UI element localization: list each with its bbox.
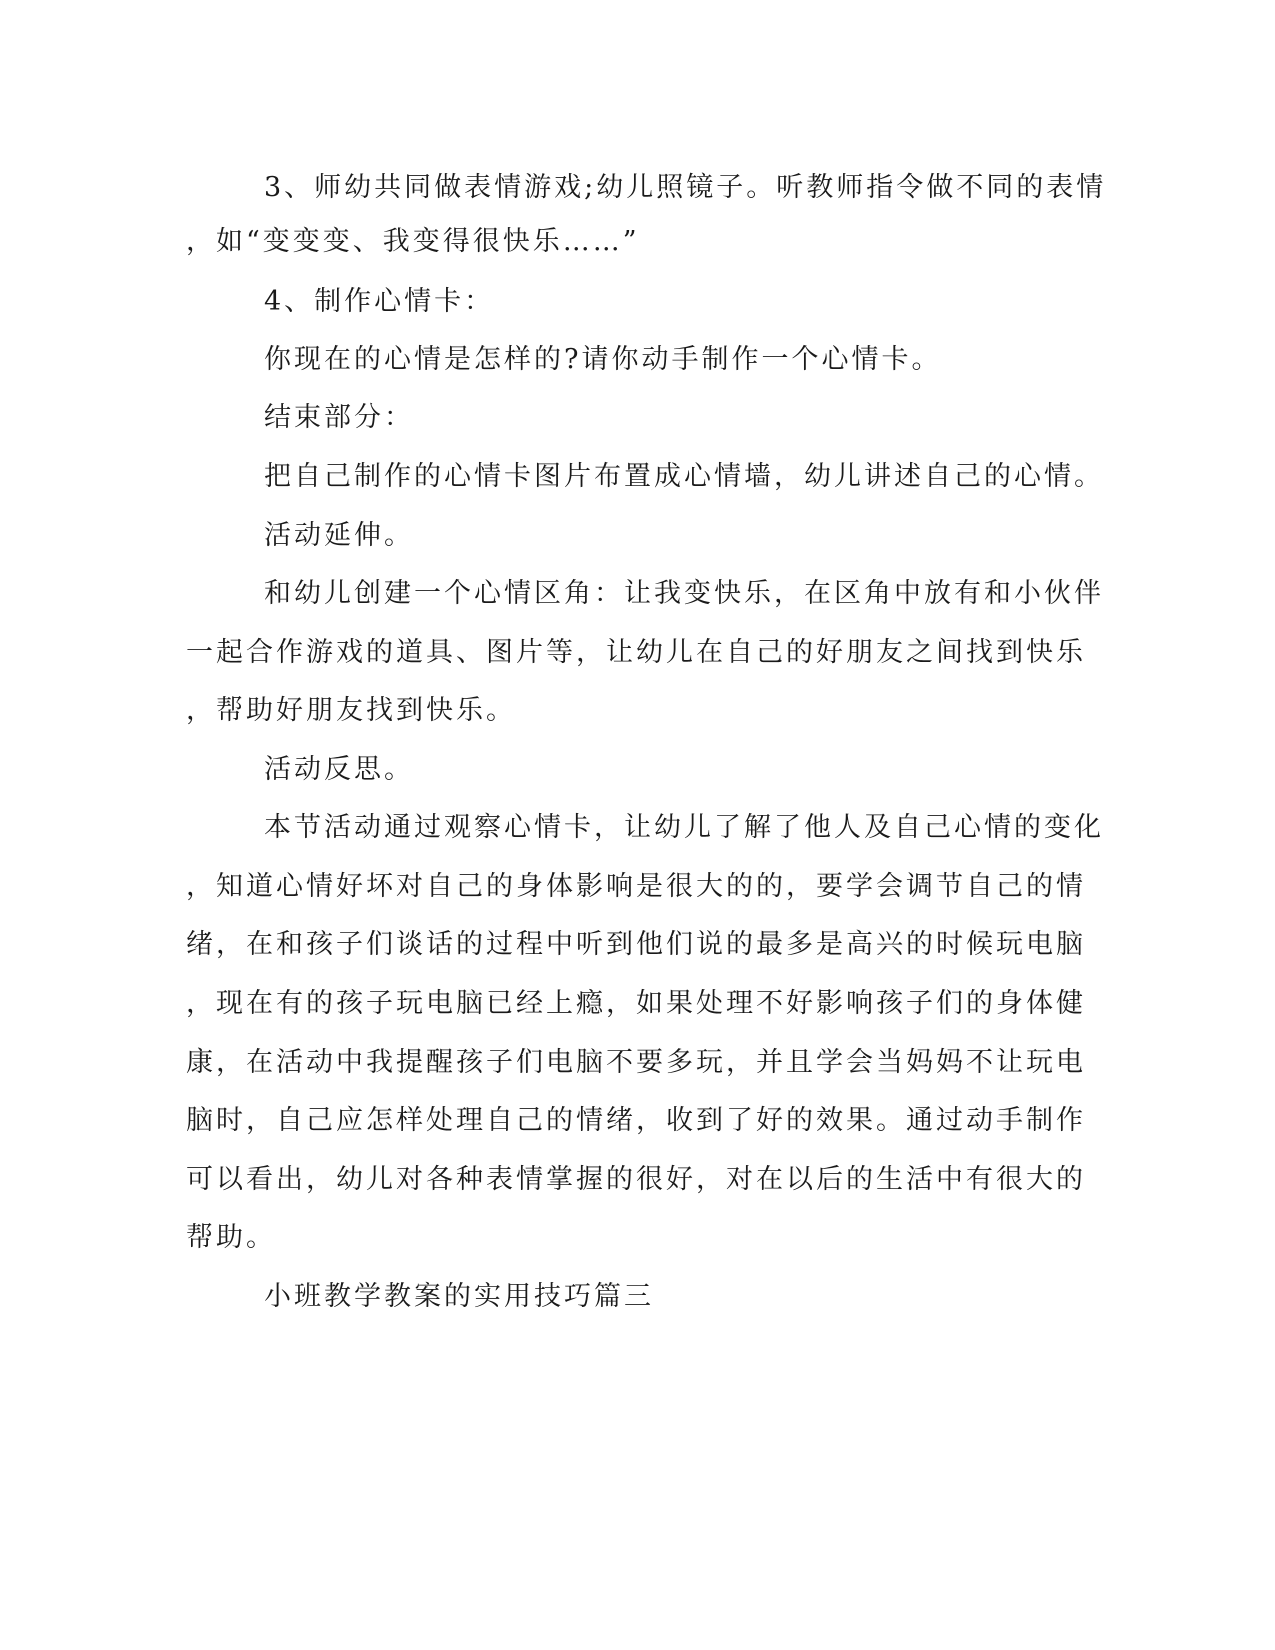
section-heading: 活动反思。 xyxy=(264,754,414,785)
paragraph-line: 你现在的心情是怎样的?请你动手制作一个心情卡。 xyxy=(264,344,942,375)
section-heading: 结束部分： xyxy=(264,402,414,433)
section-heading: 活动延伸。 xyxy=(264,520,414,551)
paragraph-line: 康，在活动中我提醒孩子们电脑不要多玩，并且学会当妈妈不让玩电 xyxy=(186,1047,1086,1078)
paragraph-line: 3、师幼共同做表情游戏;幼儿照镜子。听教师指令做不同的表情 xyxy=(264,172,1107,203)
paragraph-line: 绪，在和孩子们谈话的过程中听到他们说的最多是高兴的时候玩电脑 xyxy=(186,929,1086,960)
paragraph-line: 4、制作心情卡： xyxy=(264,286,495,317)
paragraph-line: ，知道心情好坏对自己的身体影响是很大的的，要学会调节自己的情 xyxy=(186,871,1086,902)
section-title: 小班教学教案的实用技巧篇三 xyxy=(264,1281,654,1312)
paragraph-line: ，帮助好朋友找到快乐。 xyxy=(186,695,516,726)
paragraph-line: 把自己制作的心情卡图片布置成心情墙，幼儿讲述自己的心情。 xyxy=(264,461,1104,492)
paragraph-line: 和幼儿创建一个心情区角：让我变快乐，在区角中放有和小伙伴 xyxy=(264,578,1104,609)
paragraph-line: 脑时，自己应怎样处理自己的情绪，收到了好的效果。通过动手制作 xyxy=(186,1105,1086,1136)
paragraph-line: ，如“变变变、我变得很快乐……” xyxy=(186,226,640,257)
paragraph-line: 本节活动通过观察心情卡，让幼儿了解了他人及自己心情的变化 xyxy=(264,812,1104,843)
paragraph-line: 一起合作游戏的道具、图片等，让幼儿在自己的好朋友之间找到快乐 xyxy=(186,637,1086,668)
paragraph-line: 帮助。 xyxy=(186,1222,276,1253)
paragraph-line: ，现在有的孩子玩电脑已经上瘾，如果处理不好影响孩子们的身体健 xyxy=(186,988,1086,1019)
paragraph-line: 可以看出，幼儿对各种表情掌握的很好，对在以后的生活中有很大的 xyxy=(186,1164,1086,1195)
